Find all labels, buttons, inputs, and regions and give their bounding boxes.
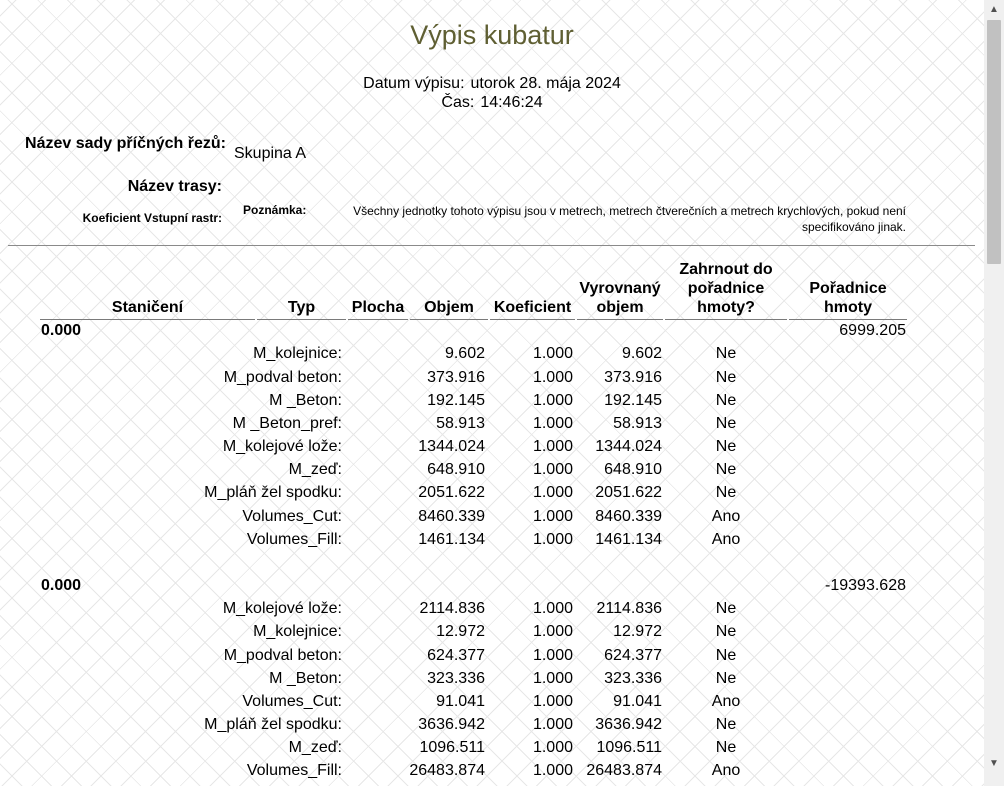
adjusted-volume-cell: 3636.942 xyxy=(595,716,662,733)
mass-ordinate-value: -19393.628 xyxy=(825,577,906,594)
coefficient-cell: 1.000 xyxy=(532,392,573,409)
vertical-scrollbar[interactable] xyxy=(984,0,1004,786)
include-cell: Ne xyxy=(715,647,737,664)
table-row xyxy=(0,415,984,438)
column-header-area: Plocha xyxy=(348,298,408,320)
column-header-include-mass: Zahrnout do pořadnice hmoty? xyxy=(665,260,787,320)
table-row xyxy=(0,345,984,368)
volume-cell: 1461.134 xyxy=(418,531,485,548)
report-time xyxy=(0,94,984,112)
adjusted-volume-cell: 9.602 xyxy=(621,345,662,362)
include-cell: Ano xyxy=(711,531,741,548)
column-header-type: Typ xyxy=(257,298,346,320)
type-cell: M _Beton: xyxy=(269,670,342,687)
time-label: Čas: xyxy=(441,94,475,111)
coefficient-cell: 1.000 xyxy=(532,438,573,455)
include-cell: Ne xyxy=(715,369,737,386)
type-cell: M_pláň žel spodku: xyxy=(204,484,342,501)
adjusted-volume-cell: 91.041 xyxy=(613,693,662,710)
type-cell: M_zeď: xyxy=(288,739,342,756)
include-cell: Ne xyxy=(715,438,737,455)
table-row xyxy=(0,623,984,646)
volume-cell: 3636.942 xyxy=(418,716,485,733)
column-header-adjusted-volume: Vyrovnaný objem xyxy=(577,279,663,320)
type-cell: M_podval beton: xyxy=(223,647,342,664)
adjusted-volume-cell: 624.377 xyxy=(604,647,662,664)
set-name-value: Skupina A xyxy=(234,145,307,162)
adjusted-volume-cell: 26483.874 xyxy=(586,762,662,779)
table-row xyxy=(0,600,984,623)
table-row xyxy=(0,369,984,392)
adjusted-volume-cell: 58.913 xyxy=(613,415,662,432)
volume-cell: 91.041 xyxy=(436,693,485,710)
volume-cell: 58.913 xyxy=(436,415,485,432)
table-row xyxy=(0,508,984,531)
note-text: Všechny jednotky tohoto výpisu jsou v metrech, metrech čtverečních a metrech krychlových, pokud není specifikováno jinak. xyxy=(353,204,906,234)
table-row xyxy=(0,716,984,739)
volume-cell: 9.602 xyxy=(444,345,485,362)
include-cell: Ne xyxy=(715,600,737,617)
coefficient-cell: 1.000 xyxy=(532,461,573,478)
adjusted-volume-cell: 1096.511 xyxy=(596,739,662,756)
type-cell: M _Beton_pref: xyxy=(232,415,342,432)
volume-cell: 2051.622 xyxy=(418,484,485,501)
adjusted-volume-cell: 1344.024 xyxy=(595,438,662,455)
table-row xyxy=(0,693,984,716)
scrollbar-thumb[interactable] xyxy=(987,20,1001,264)
note-label: Poznámka: xyxy=(243,203,307,217)
volume-cell: 624.377 xyxy=(427,647,485,664)
table-row xyxy=(0,739,984,762)
column-header-station: Staničení xyxy=(40,298,255,320)
volume-cell: 1096.511 xyxy=(419,739,485,756)
include-cell: Ne xyxy=(715,623,737,640)
adjusted-volume-cell: 648.910 xyxy=(604,461,662,478)
volume-cell: 323.336 xyxy=(427,670,485,687)
coefficient-cell: 1.000 xyxy=(532,739,573,756)
date-label: Datum výpisu: xyxy=(363,75,465,92)
type-cell: M _Beton: xyxy=(269,392,342,409)
volume-cell: 648.910 xyxy=(427,461,485,478)
type-cell: M_kolejové lože: xyxy=(222,600,342,617)
coefficient-cell: 1.000 xyxy=(532,369,573,386)
table-row xyxy=(0,670,984,693)
mass-ordinate-value: 6999.205 xyxy=(839,322,906,339)
coefficient-cell: 1.000 xyxy=(532,531,573,548)
volume-cell: 1344.024 xyxy=(418,438,485,455)
route-name-label: Název trasy: xyxy=(127,178,222,195)
type-cell: Volumes_Cut: xyxy=(242,693,342,710)
include-cell: Ne xyxy=(715,461,737,478)
type-cell: Volumes_Fill: xyxy=(246,762,342,779)
table-row xyxy=(0,484,984,507)
include-cell: Ne xyxy=(715,484,737,501)
coefficient-cell: 1.000 xyxy=(532,623,573,640)
table-row xyxy=(0,392,984,415)
type-cell: M_kolejové lože: xyxy=(222,438,342,455)
set-name-label: Název sady příčných řezů: xyxy=(25,135,226,152)
include-cell: Ne xyxy=(715,345,737,362)
include-cell: Ne xyxy=(715,415,737,432)
coefficient-cell: 1.000 xyxy=(532,670,573,687)
column-header-coefficient: Koeficient xyxy=(490,298,575,320)
type-cell: M_zeď: xyxy=(288,461,342,478)
include-cell: Ano xyxy=(711,508,741,525)
report-title: Výpis kubatur xyxy=(410,20,574,50)
include-cell: Ne xyxy=(715,739,737,756)
volume-cell: 8460.339 xyxy=(418,508,485,525)
station-value: 0.000 xyxy=(41,577,82,594)
table-row xyxy=(0,461,984,484)
coefficient-cell: 1.000 xyxy=(532,693,573,710)
coefficient-cell: 1.000 xyxy=(532,647,573,664)
adjusted-volume-cell: 373.916 xyxy=(604,369,662,386)
report-date xyxy=(0,75,984,93)
triangle-down-icon[interactable]: ▼ xyxy=(989,758,999,769)
column-header-mass-ordinate: Pořadnice hmoty xyxy=(789,279,907,320)
adjusted-volume-cell: 8460.339 xyxy=(595,508,662,525)
station-value: 0.000 xyxy=(41,322,82,339)
adjusted-volume-cell: 323.336 xyxy=(604,670,662,687)
coefficient-cell: 1.000 xyxy=(532,508,573,525)
coefficient-cell: 1.000 xyxy=(532,762,573,779)
coefficient-cell: 1.000 xyxy=(532,716,573,733)
table-row xyxy=(0,762,984,785)
type-cell: M_kolejnice: xyxy=(253,623,342,640)
column-header-volume: Objem xyxy=(410,298,488,320)
table-row xyxy=(0,531,984,554)
adjusted-volume-cell: 2114.836 xyxy=(596,600,662,617)
volume-cell: 2114.836 xyxy=(419,600,485,617)
volume-cell: 26483.874 xyxy=(409,762,485,779)
type-cell: Volumes_Cut: xyxy=(242,508,342,525)
triangle-up-icon[interactable]: ▲ xyxy=(989,4,999,15)
adjusted-volume-cell: 12.972 xyxy=(613,623,662,640)
coefficient-cell: 1.000 xyxy=(532,484,573,501)
coefficient-cell: 1.000 xyxy=(532,415,573,432)
coefficient-cell: 1.000 xyxy=(532,600,573,617)
adjusted-volume-cell: 192.145 xyxy=(604,392,662,409)
time-value: 14:46:24 xyxy=(480,94,543,111)
table-row xyxy=(0,647,984,670)
date-value: utorok 28. mája 2024 xyxy=(470,75,621,92)
include-cell: Ano xyxy=(711,762,741,779)
coefficient-grid-label: Koeficient Vstupní rastr: xyxy=(82,211,222,225)
include-cell: Ne xyxy=(715,670,737,687)
include-cell: Ne xyxy=(715,392,737,409)
header-separator xyxy=(8,245,975,246)
table-row xyxy=(0,438,984,461)
type-cell: M_kolejnice: xyxy=(253,345,342,362)
volume-cell: 12.972 xyxy=(436,623,485,640)
type-cell: M_pláň žel spodku: xyxy=(204,716,342,733)
coefficient-cell: 1.000 xyxy=(532,345,573,362)
type-cell: Volumes_Fill: xyxy=(246,531,342,548)
volume-cell: 192.145 xyxy=(427,392,485,409)
include-cell: Ne xyxy=(715,716,737,733)
include-cell: Ano xyxy=(711,693,741,710)
adjusted-volume-cell: 2051.622 xyxy=(595,484,662,501)
volume-cell: 373.916 xyxy=(427,369,485,386)
type-cell: M_podval beton: xyxy=(223,369,342,386)
adjusted-volume-cell: 1461.134 xyxy=(595,531,662,548)
